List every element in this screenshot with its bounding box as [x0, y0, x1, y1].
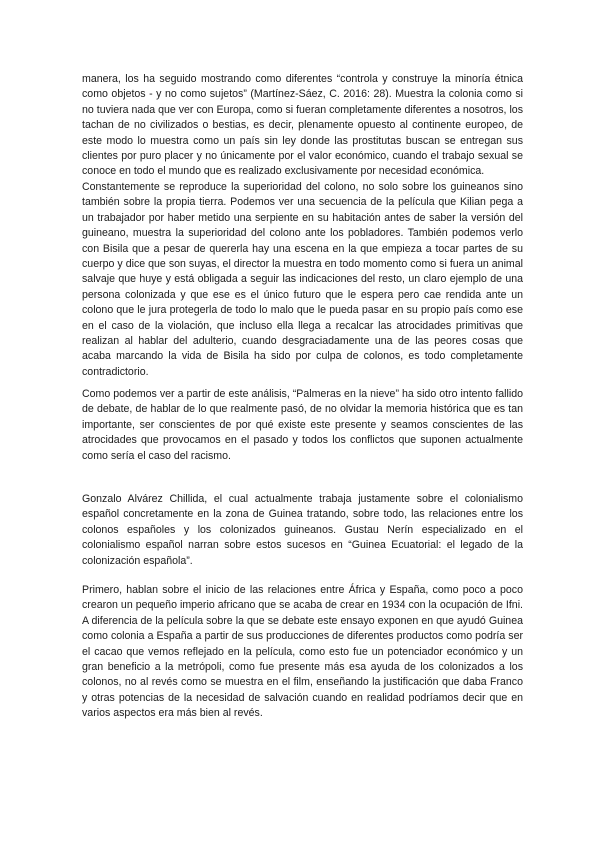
paragraph-1: manera, los ha seguido mostrando como diferentes “controla y construye la minoría étnica como objetos - y no como sujetos” (Martínez-Sáez, C. 2016: 28). Muestra la colonia como si no tuviera nada que ver con Europa, como si fueran completamente diferentes a nosotros, los tachan de no civilizados o bestias, es decir, plenamente opuesto al continente europeo, de este modo lo muestra como un país sin ley donde las prostitutas buscan se entregan sus clientes por puro placer y no únicamente por el valor económico, cuando el trabajo sexual se conoce en todo el mundo que es realizado exclusivamente por necesidad económica.	[82, 73, 523, 178]
paragraph-5: Primero, hablan sobre el inicio de las relaciones entre África y España, como poco a poco crearon un pequeño imperio africano que se acaba de crear en 1934 con la ocupación de Ifni. A diferencia de la película sobre la que se debate este ensayo exponen en que ayudó Guinea como colonia a España a partir de sus producciones de diferentes productos como podría ser el cacao que vemos reflejado en la película, como esto fue un potenciador económico y un gran beneficio a la metrópoli, como fue presente más esa ayuda de los colonizados a los colonos, no al revés como se muestra en el film, enseñando la justificación que daba Franco y otras potencias de la necesidad de salvación cuando en realidad podríamos decir que en varios aspectos era más bien al revés.	[82, 584, 523, 720]
paragraph-2: Constantemente se reproduce la superioridad del colono, no solo sobre los guineanos sino también sobre la propia tierra. Podemos ver una secuencia de la película que Kilian pega a un trabajador por haber metido una serpiente en su habitación antes de saber la versión del guineano, muestra la superioridad del colono ante los pobladores. También podemos verlo con Bisila que a pesar de quererla hay una escena en la que empieza a tocar partes de su cuerpo y dice que son suyas, el director la muestra en todo momento como si fuera un animal salvaje que huye y está obligada a seguir las indicaciones del resto, un claro ejemplo de una persona colonizada y que ese es el único futuro que le espera pero cae rendida ante un colono que le jura protegerla de todo lo malo que le pueda pasar en su propio país como ese en el caso de la violación, que incluso ella llega a recalcar las atrocidades primitivas que realizan al hablar del adulterio, cuando desgraciadamente una de las peores cosas que acaba marcando la vida de Bisila ha sido por culpa de colonos, es todo completamente contradictorio.	[82, 181, 523, 378]
paragraph-3: Como podemos ver a partir de este análisis, “Palmeras en la nieve” ha sido otro intento fallido de debate, de hablar de lo que realmente pasó, de no olvidar la memoria histórica que es tan importante, ser conscientes de por qué existe este presente y seamos conscientes de las atrocidades que provocamos en el pasado y todos los conflictos que suponen actualmente como sería el caso del racismo.	[82, 388, 523, 462]
paragraph-4: Gonzalo Alvárez Chillida, el cual actualmente trabaja justamente sobre el colonialismo español concretamente en la zona de Guinea tratando, sobre todo, las relaciones entre los colonos españoles y los colonizados guineanos. Gustau Nerín especializado en el colonialismo español narran sobre estos sucesos en “Guinea Ecuatorial: el legado de la colonización española”.	[82, 493, 523, 567]
